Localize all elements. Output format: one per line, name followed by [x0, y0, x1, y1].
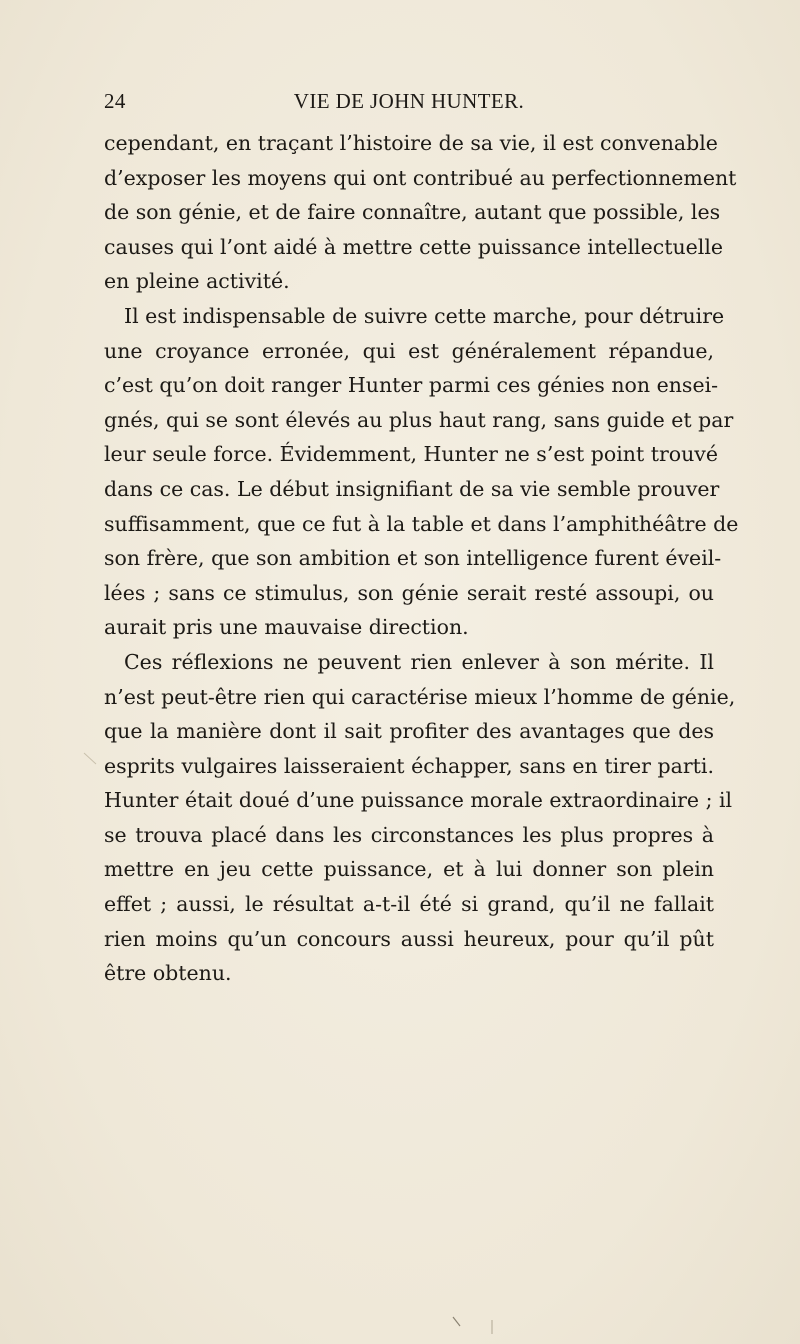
speck-mark	[84, 753, 96, 764]
text-line: esprits vulgaires laisseraient échapper, sans en tirer parti.	[104, 753, 714, 778]
text-line: suffisamment, que ce fut à la table et dans l’amphithéâtre de	[104, 511, 739, 536]
text-line: c’est qu’on doit ranger Hunter parmi ces génies non ensei-	[104, 373, 719, 398]
text-line: se trouva placé dans les circonstances les plus propres à	[104, 822, 714, 847]
text-line: une croyance erronée, qui est généralement répandue,	[104, 338, 714, 363]
text-line: en pleine activité.	[104, 269, 290, 294]
text-line: mettre en jeu cette puissance, et à lui donner son plein	[104, 857, 714, 882]
text-line: aurait pris une mauvaise direction.	[104, 615, 469, 640]
running-title: VIE DE JOHN HUNTER.	[293, 89, 525, 113]
text-line: gnés, qui se sont élevés au plus haut rang, sans guide et par	[104, 407, 734, 432]
page-number: 24	[104, 89, 126, 113]
text-line: effet ; aussi, le résultat a-t-il été si grand, qu’il ne fallait	[104, 892, 714, 917]
text-line: causes qui l’ont aidé à mettre cette puissance intellectuelle	[104, 234, 724, 259]
text-line: son frère, que son ambition et son intelligence furent éveil-	[104, 546, 722, 571]
text-line: Ces réflexions ne peuvent rien enlever à son mérite. Il	[124, 649, 714, 674]
speck-mark	[453, 1317, 460, 1326]
text-line: être obtenu.	[104, 961, 232, 986]
text-line: lées ; sans ce stimulus, son génie serait resté assoupi, ou	[104, 580, 714, 605]
text-line: d’exposer les moyens qui ont contribué au perfectionnement	[104, 165, 737, 190]
text-line: Hunter était doué d’une puissance morale extraordinaire ; il	[104, 788, 733, 813]
text-line: cependant, en traçant l’histoire de sa vie, il est convenable	[104, 131, 718, 155]
text-line: que la manière dont il sait profiter des avantages que des	[104, 719, 714, 744]
text-line: Il est indispensable de suivre cette marche, pour détruire	[124, 303, 725, 328]
text-line: rien moins qu’un concours aussi heureux, pour qu’il pût	[104, 926, 714, 951]
text-line: dans ce cas. Le début insignifiant de sa vie semble prouver	[104, 476, 720, 501]
text-line: leur seule force. Évidemment, Hunter ne s’est point trouvé	[104, 442, 719, 467]
text-line: de son génie, et de faire connaître, autant que possible, les	[104, 200, 721, 225]
text-line: n’est peut-être rien qui caractérise mieux l’homme de génie,	[104, 684, 736, 709]
